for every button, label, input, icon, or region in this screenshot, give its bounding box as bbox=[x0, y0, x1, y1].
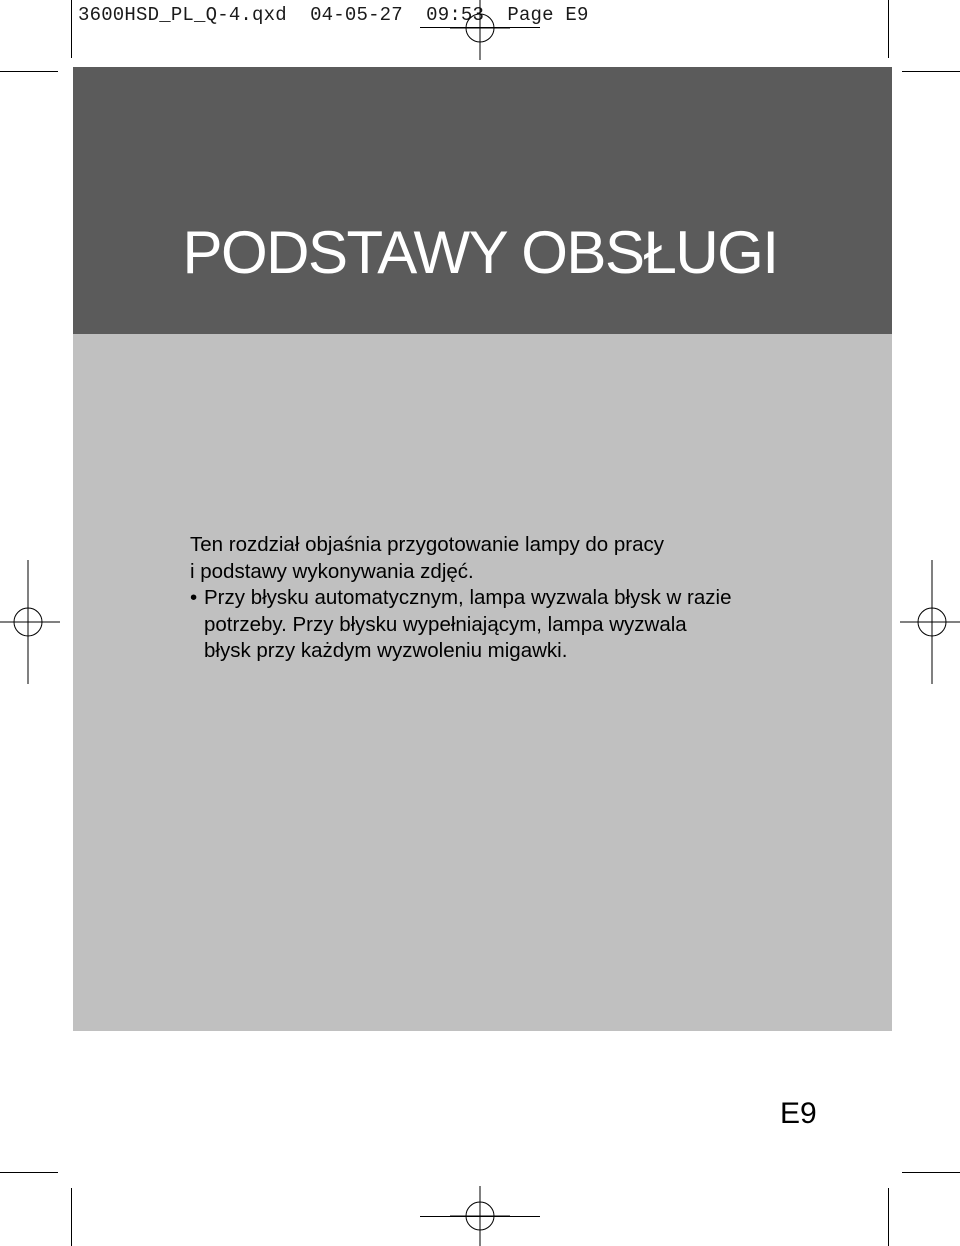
crop-mark-top-left-vertical bbox=[71, 0, 72, 58]
intro-line: i podstawy wykonywania zdjęć. bbox=[190, 559, 474, 583]
registration-mark-bottom bbox=[450, 1186, 510, 1246]
bullet-line: potrzeby. Przy błysku wypełniającym, lampa wyzwala bbox=[204, 612, 687, 636]
print-slug bbox=[78, 4, 589, 26]
page-number: E9 bbox=[780, 1097, 817, 1130]
crop-mark-top-right-horizontal bbox=[902, 71, 960, 72]
chapter-header-band bbox=[73, 67, 892, 334]
intro-line: Ten rozdział objaśnia przygotowanie lampy do pracy bbox=[190, 533, 665, 556]
intro-paragraph bbox=[190, 532, 830, 585]
bullet-line: błysk przy każdym wyzwoleniu migawki. bbox=[204, 639, 568, 662]
bullet-item bbox=[190, 585, 830, 665]
chapter-title: PODSTAWY OBSŁUGI bbox=[182, 219, 778, 286]
crop-mark-bottom-left-horizontal bbox=[0, 1172, 58, 1173]
registration-mark-top bbox=[450, 0, 510, 60]
slug-date: 04-05-27 bbox=[310, 4, 403, 26]
crop-mark-bottom-left-vertical bbox=[71, 1188, 72, 1246]
slug-time: 09:53 bbox=[426, 4, 485, 26]
slug-filename: 3600HSD_PL_Q-4.qxd bbox=[78, 4, 287, 26]
crop-mark-bottom-right-horizontal bbox=[902, 1172, 960, 1173]
registration-mark-left bbox=[0, 560, 60, 684]
crop-mark-bottom-right-vertical bbox=[888, 1188, 889, 1246]
content-panel bbox=[73, 334, 892, 1031]
bullet-line: Przy błysku automatycznym, lampa wyzwala błysk w razie bbox=[204, 586, 732, 609]
slug-page: Page E9 bbox=[507, 4, 589, 26]
chapter-intro-text bbox=[190, 532, 830, 665]
bullet-dot: • bbox=[190, 586, 198, 609]
crop-mark-top-left-horizontal bbox=[0, 71, 58, 72]
crop-mark-top-right-vertical bbox=[888, 0, 889, 58]
registration-mark-right bbox=[900, 560, 960, 684]
